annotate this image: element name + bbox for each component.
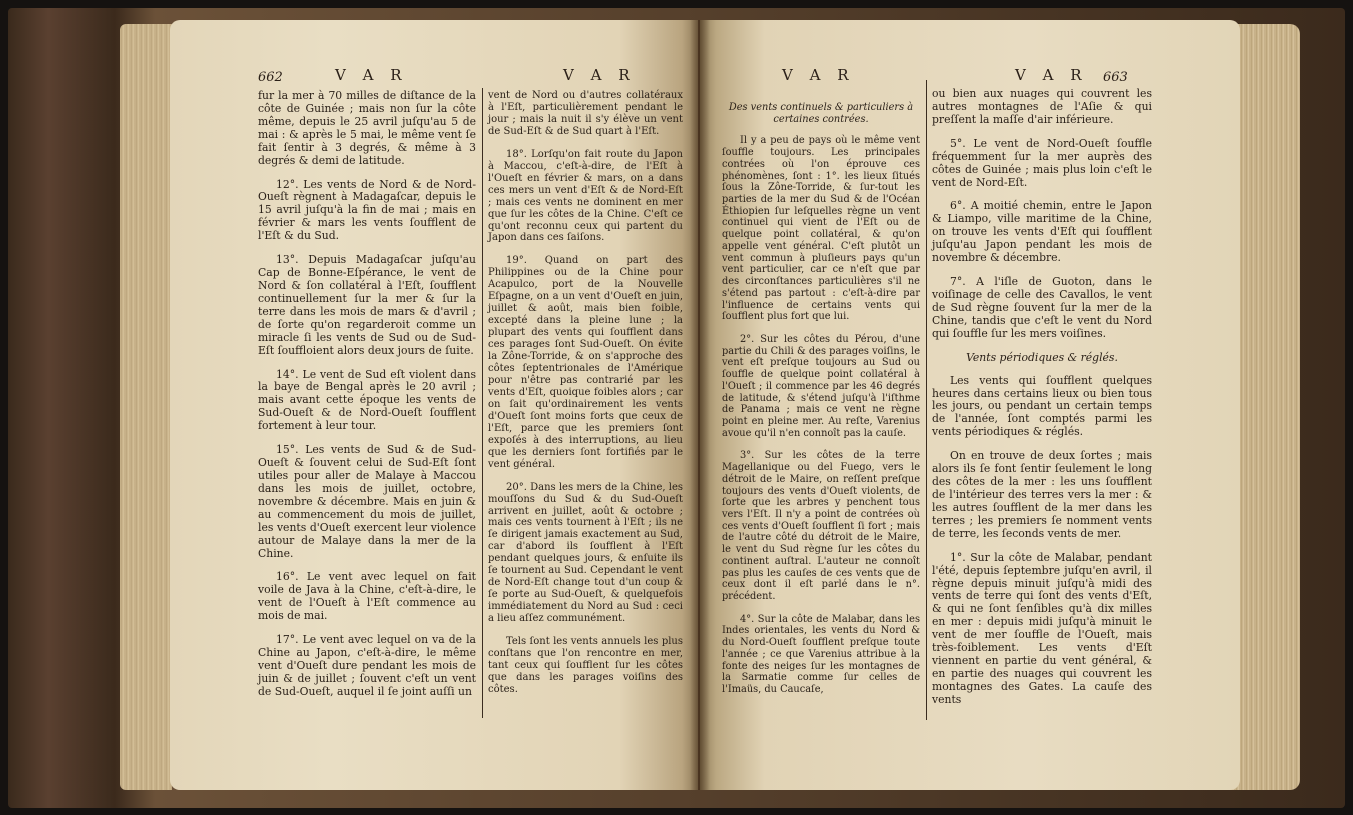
left-col1-paragraph: 16°. Le vent avec lequel on fait voile de Java à la Chine, c'eſt-à-dire, le vent de l'Oueſt à l'Eſt commence au mois de mai. bbox=[258, 570, 476, 623]
left-col2-paragraph: 20°. Dans les mers de la Chine, les mouſſons du Sud & du Sud-Oueſt arrivent en juillet, août & octobre ; mais ces vents tournent à l'Eſt ; ils ne ſe dirigent jamais exactement au Sud, car d'abord ils ſoufflent à l'Eſt pendant quelques jours, & enſuite ils ſe tournent au Sud. Cependant le vent de Nord-Eſt change tout d'un coup & ſe porte au Sud-Oueſt, & quelquefois immédiatement du Nord au Sud : ceci a lieu aſſez communément. bbox=[488, 481, 683, 625]
left-page-header-right: V A R bbox=[563, 66, 636, 84]
right-page-column-1 bbox=[722, 96, 920, 707]
right-col1-paragraph: 3°. Sur les côtes de la terre Magellanique ou del Fuego, vers le détroit de le Maire, on reſſent preſque toujours des vents d'Oueſt violents, de ſorte que les arbres y penchent tous vers l'Eſt. Il n'y a point de contrées où ces vents d'Oueſt ſoufflent ſi fort ; mais de l'autre côté du détroit de le Maire, le vent du Sud règne ſur les côtes du continent auſtral. L'auteur ne connoît pas plus les cauſes de ces vents que de ceux dont il eſt parlé dans le n°. précédent. bbox=[722, 450, 920, 603]
right-col2-paragraph: ou bien aux nuages qui couvrent les autres montagnes de l'Aſie & qui preſſent la maſſe d'air inférieure. bbox=[932, 87, 1152, 126]
left-page-number: 662 bbox=[258, 70, 283, 85]
right-col1-paragraph: 2°. Sur les côtes du Pérou, d'une partie du Chili & des parages voiſins, le vent eſt preſque toujours au Sud ou ſouffle de quelque point collatéral à l'Oueſt ; il commence par les 46 degrés de latitude, & s'étend juſqu'à l'iſthme de Panama ; mais ce vent ne règne point en pleine mer. Au reſte, Varenius avoue qu'il n'en connoît pas la cauſe. bbox=[722, 333, 920, 439]
left-page-header: V A R bbox=[335, 66, 408, 84]
left-col2-paragraph: 19°. Quand on part des Philippines ou de la Chine pour Acapulco, port de la Nouvelle Eſpagne, on a un vent d'Oueſt en juin, juillet & août, mais bien foible, excepté dans la pleine lune ; la plupart des vents qui ſoufflent dans ces parages ſont Sud-Oueſt. On évite la Zône-Torride, & on s'approche des côtes ſeptentrionales de l'Amérique pour n'être pas contrarié par les vents d'Eſt, quoique foibles alors ; car on ſait qu'ordinairement les vents d'Oueſt ſont moins forts que ceux de l'Eſt, parce que les premiers ſont expoſés à des interruptions, au lieu que les derniers ſont fortifiés par le vent général. bbox=[488, 255, 683, 470]
right-page-header: V A R bbox=[1015, 66, 1088, 84]
right-col2b-paragraph: 1°. Sur la côte de Malabar, pendant l'été, depuis ſeptembre juſqu'en avril, il règne depuis minuit juſqu'à midi des vents de terre qui ſont des vents d'Eſt, & qui ne ſont ſenſibles qu'à dix milles en mer : depuis midi juſqu'à minuit le vent de mer ſouffle de l'Oueſt, mais très-foiblement. Les vents d'Eſt viennent en partie du vent général, & en partie des nuages qui couvrent les montagnes des Gates. La cauſe des vents bbox=[932, 550, 1152, 706]
left-col2-paragraph: Tels ſont les vents annuels les plus conſtans que l'on rencontre en mer, tant ceux qui ſoufflent ſur les côtes que dans les parages voiſins des côtes. bbox=[488, 636, 683, 695]
left-page-column-1 bbox=[258, 90, 476, 710]
right-page-number: 663 bbox=[1103, 70, 1128, 85]
left-col1-paragraph: 14°. Le vent de Sud eſt violent dans la baye de Bengal après le 20 avril ; mais avant cette époque les vents de Sud-Oueſt & de Nord-Oueſt ſoufflent fortement à leur tour. bbox=[258, 367, 476, 433]
left-col1-paragraph: 13°. Depuis Madagaſcar juſqu'au Cap de Bonne-Eſpérance, le vent de Nord & ſon collatéral à l'Eſt, ſoufflent continuellement ſur la mer & ſur la terre dans les mois de mars & d'avril ; de ſorte qu'on regarderoit comme un miracle ſi les vents de Sud ou de Sud-Eſt ſouffloient alors deux jours de ſuite. bbox=[258, 253, 476, 357]
column-rule-right bbox=[926, 80, 927, 720]
left-page-column-2 bbox=[488, 90, 683, 707]
left-col2-paragraph: vent de Nord ou d'autres collatéraux à l'Eſt, particulièrement pendant le jour ; mais la nuit il s'y élève un vent de Sud-Eſt & de Sud quart à l'Eſt. bbox=[488, 90, 683, 137]
right-page-header-left: V A R bbox=[782, 66, 855, 84]
right-col2-paragraph: 7°. A l'iſle de Guoton, dans le voiſinage de celle des Cavallos, le vent de Sud règne ſouvent ſur la mer de la Chine, tandis que c'eſt le vent du Nord qui ſouffle ſur les mers voiſines. bbox=[932, 275, 1152, 340]
right-col2b-paragraph: On en trouve de deux ſortes ; mais alors ils ſe font ſentir ſeulement le long des côtes de la mer : les uns ſoufflent de l'intérieur des terres vers la mer : & les autres ſoufflent de la mer dans les terres ; les premiers ſe nomment vents de terre, les ſeconds vents de mer. bbox=[932, 449, 1152, 540]
section-title-periodiques: Vents périodiques & réglés. bbox=[966, 350, 1118, 364]
right-col2b-paragraph: Les vents qui ſoufflent quelques heures dans certains lieux ou bien tous les jours, ou pendant un certain temps de l'année, ſont comptés parmi les vents périodiques & réglés. bbox=[932, 373, 1152, 439]
right-col1-paragraph: 4°. Sur la côte de Malabar, dans les Indes orientales, les vents du Nord & du Nord-Oueſt ſoufflent preſque toute l'année ; ce que Varenius attribue à la fonte des neiges ſur les montagnes de la Sarmatie comme ſur celles de l'Imaüs, du Caucaſe, bbox=[722, 613, 920, 696]
book-gutter bbox=[690, 20, 710, 790]
left-col1-paragraph: fur la mer à 70 milles de diſtance de la côte de Guinée ; mais non ſur la côte même, depuis le 25 avril juſqu'au 5 de mai : & après le 5 mai, le même vent ſe fait ſentir à 3 degrés, & même à 3 degrés & demi de latitude. bbox=[258, 89, 476, 167]
right-page-column-2 bbox=[932, 88, 1152, 718]
column-rule-left bbox=[482, 88, 483, 718]
right-col2-paragraph: 6°. A moitié chemin, entre le Japon & Liampo, ville maritime de la Chine, on trouve les vents d'Eſt qui ſoufflent juſqu'au Japon pendant les mois de novembre & décembre. bbox=[932, 199, 1152, 265]
left-col2-paragraph: 18°. Lorſqu'on fait route du Japon à Maccou, c'eſt-à-dire, de l'Eſt à l'Oueſt en février & mars, on a dans ces mers un vent d'Eſt & de Nord-Eſt ; mais ces vents ne dominent en mer que ſur les côtes de la Chine. C'eſt ce qu'ont reconnu ceux qui partent du Japon dans ces ſaiſons. bbox=[488, 148, 683, 244]
left-col1-paragraph: 17°. Le vent avec lequel on va de la Chine au Japon, c'eſt-à-dire, le même vent d'Oueſt dure pendant les mois de juin & de juillet ; ſouvent c'eſt un vent de Sud-Oueſt, auquel il ſe joint auſſi un bbox=[258, 633, 476, 698]
right-col2-paragraph: 5°. Le vent de Nord-Oueſt ſouffle fréquemment ſur la mer auprès des côtes de Guinée ; mais plus loin c'eſt le vent de Nord-Eſt. bbox=[932, 136, 1152, 189]
right-col1-paragraph: Il y a peu de pays où le même vent ſouffle toujours. Les principales contrées où l'on éprouve ces phénomènes, ſont : 1°. les lieux ſitués ſous la Zône-Torride, & ſur-tout les parties de la mer du Sud & de l'Océan Éthiopien ſur leſquelles règne un vent continuel qui vient de l'Eſt ou de quelque point collatéral, & qu'on appelle vent général. C'eſt plutôt un vent commun à pluſieurs pays qu'un vent particulier, car ce n'eſt que par des circonſtances particulières s'il ne s'étend pas partout : c'eſt-à-dire par l'influence de certains vents qui ſoufflent plus fort que lui. bbox=[722, 135, 920, 323]
page-edges-left bbox=[120, 24, 172, 790]
left-col1-paragraph: 15°. Les vents de Sud & de Sud-Oueſt & ſouvent celui de Sud-Eſt ſont utiles pour aller de Malaye à Maccou dans les mois de juillet, octobre, novembre & décembre. Mais en juin & au commencement du mois de juillet, les vents d'Oueſt exercent leur violence autour de Malaye dans la mer de la Chine. bbox=[258, 443, 476, 560]
left-col1-paragraph: 12°. Les vents de Nord & de Nord-Oueſt règnent à Madagaſcar, depuis le 15 avril juſqu'à la fin de mai ; mais en février & mars les vents ſoufflent de l'Eſt & du Sud. bbox=[258, 177, 476, 243]
section-title-continuels: Des vents continuels & particuliers à certaines contrées. bbox=[728, 102, 914, 125]
